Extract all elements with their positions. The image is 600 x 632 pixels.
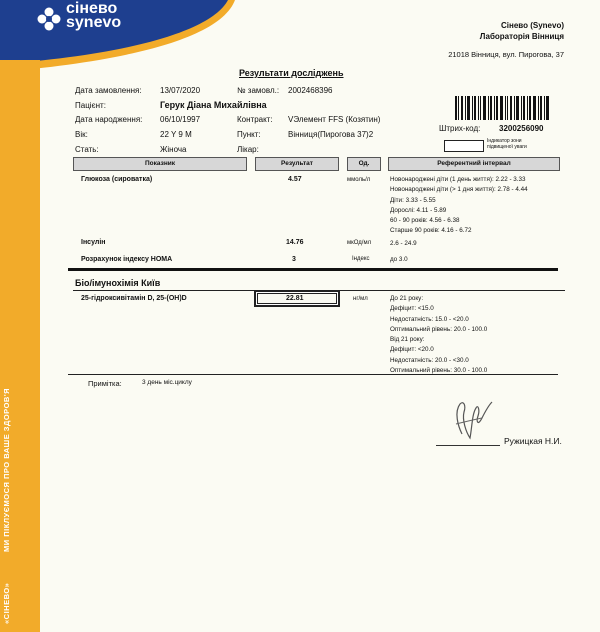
glucose-ref-line: 60 - 90 років: 4.56 - 6.38 — [390, 217, 460, 225]
order-no-label: № замовл.: — [237, 86, 280, 95]
contract: VЭлемент FFS (Козятин) — [288, 115, 381, 124]
sex: Жіноча — [160, 145, 187, 154]
vitd-ref-line: Недостатність: 20.0 - <30.0 — [390, 356, 469, 364]
vitd-ref-line: Дефіцит: <15.0 — [390, 305, 434, 313]
dob-label: Дата народження: — [75, 115, 143, 124]
point: Вінниця(Пирогова 37)2 — [288, 130, 374, 139]
signature-name: Ружицкая Н.И. — [504, 436, 562, 446]
patient-label: Пацієнт: — [75, 101, 106, 110]
lab-name: Лабораторія Вінниця — [479, 32, 564, 41]
vitd-reference — [390, 294, 487, 376]
flower-logo-icon — [36, 6, 62, 32]
glucose-ref-line: Новонароджені діти (> 1 дня життя): 2.78 - 4.44 — [390, 186, 528, 194]
note-label: Примітка: — [88, 379, 122, 388]
glucose-result: 4.57 — [288, 176, 302, 183]
homa-result: 3 — [292, 256, 296, 263]
vitd-unit: нг/мл — [353, 296, 368, 302]
section-divider — [68, 268, 558, 271]
vitd-ref-line: Дефіцит: <20.0 — [390, 346, 434, 354]
patient-name: Герук Діана Михайлівна — [160, 100, 267, 110]
attention-indicator-box — [444, 140, 484, 152]
col-reference-header: Референтний інтервал — [388, 157, 560, 171]
glucose-ref-line: Дорослі: 4.11 - 5.89 — [390, 206, 447, 214]
contract-label: Контракт: — [237, 115, 273, 124]
order-date-label: Дата замовлення: — [75, 86, 142, 95]
glucose-ref-line: Старше 90 років: 4.16 - 6.72 — [390, 227, 472, 235]
sex-label: Стать: — [75, 145, 99, 154]
age: 22 Y 9 M — [160, 130, 192, 139]
col-unit-header: Од. — [347, 157, 381, 171]
glucose-unit: ммоль/л — [347, 177, 371, 183]
glucose-ref-line: Новонароджені діти (1 день життя): 2.22 - 3.33 — [390, 176, 526, 183]
barcode-number: 3200256090 — [499, 124, 544, 133]
vitd-ref-line: Від 21 року: — [390, 336, 425, 344]
attention-indicator-label: Індикатор зони підвищеної уваги — [487, 138, 527, 150]
homa-reference: до 3.0 — [390, 256, 408, 263]
lab-address: 21018 Вінниця, вул. Пирогова, 37 — [448, 50, 564, 59]
signature-image — [448, 398, 500, 444]
brand-name-ua: сінево — [66, 0, 118, 17]
insulin-result: 14.76 — [286, 239, 304, 246]
glucose-name: Глюкоза (сироватка) — [81, 176, 153, 183]
section-title: Біо/імунохімія Київ — [75, 278, 161, 288]
doctor-label: Лікар: — [237, 145, 259, 154]
col-indicator-header: Показник — [73, 157, 247, 171]
glucose-reference — [390, 175, 528, 237]
col-result-header: Результат — [255, 157, 339, 171]
brand-name-lat: synevo — [66, 14, 122, 31]
vitd-ref-line: Оптимальний рівень: 30.0 - 100.0 — [390, 367, 488, 375]
point-label: Пункт: — [237, 130, 261, 139]
barcode-image — [455, 96, 550, 120]
vitd-name: 25-гідроксивітамін D, 25-(OH)D — [81, 295, 187, 302]
dob: 06/10/1997 — [160, 115, 201, 124]
table-end-line — [68, 374, 558, 375]
signature-line — [436, 445, 500, 446]
homa-unit: Індекс — [352, 256, 370, 262]
doc-title: Результати досліджень — [239, 68, 344, 78]
age-label: Вік: — [75, 130, 88, 139]
vitd-ref-line: До 21 року: — [390, 295, 424, 302]
insulin-reference: 2.6 - 24.9 — [390, 240, 417, 247]
order-no: 2002468396 — [288, 86, 333, 95]
note-text: 3 день міс.циклу — [142, 379, 192, 386]
side-footer-brand: «СІНЕВО» — [2, 582, 11, 624]
order-date: 13/07/2020 — [160, 86, 201, 95]
lab-company: Сінево (Synevo) — [501, 21, 564, 30]
vitd-result: 22.81 — [286, 295, 304, 302]
vitd-ref-line: Недостатність: 15.0 - <20.0 — [390, 315, 469, 323]
vitd-ref-line: Оптимальний рівень: 20.0 - 100.0 — [390, 325, 488, 333]
homa-name: Розрахунок індексу НОМА — [81, 256, 173, 263]
barcode-label: Штрих-код: — [439, 124, 481, 133]
insulin-unit: мкОд/мл — [347, 240, 372, 246]
glucose-ref-line: Діти: 3.33 - 5.55 — [390, 196, 436, 204]
side-slogan: МИ ПІКЛУЄМОСЯ ПРО ВАШЕ ЗДОРОВ'Я — [2, 387, 11, 552]
insulin-name: Інсулін — [81, 239, 106, 246]
